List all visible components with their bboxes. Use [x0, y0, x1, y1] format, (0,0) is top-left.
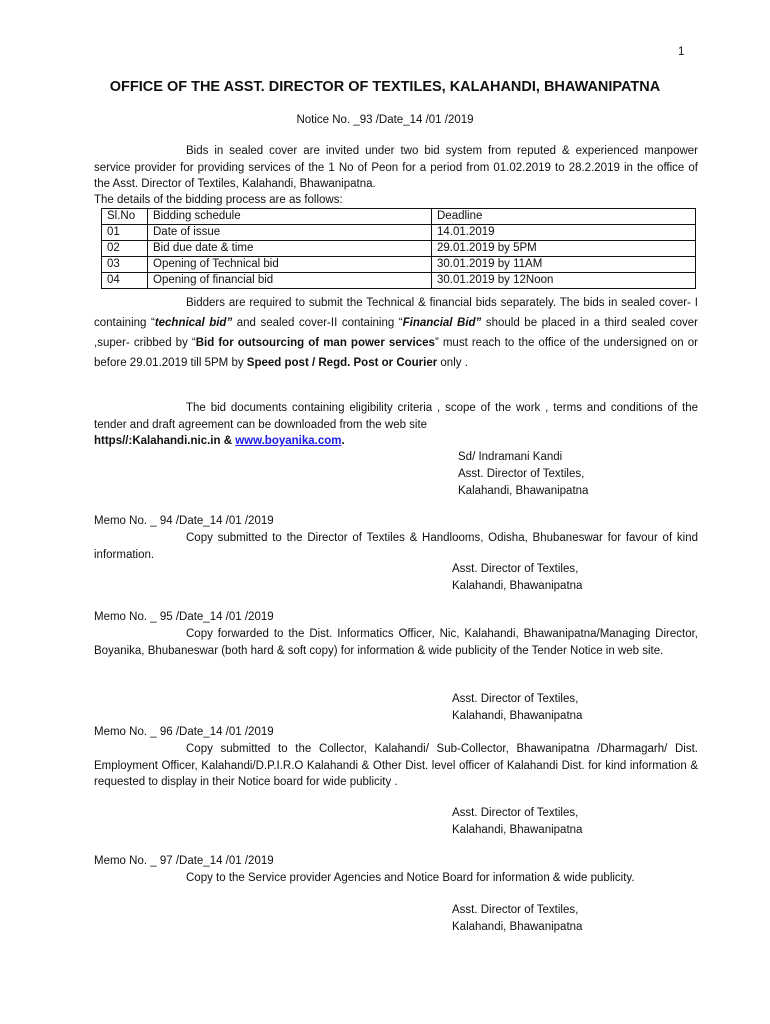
table-row: [102, 273, 696, 289]
website-boyanika-link[interactable]: www.boyanika.com: [235, 435, 342, 447]
signatory-place: Kalahandi, Bhawanipatna: [452, 580, 583, 592]
table-cell: 01: [102, 225, 148, 241]
bidders-text: Bidders are required to submit the Technical & financial bids separately. The bids in sealed cover- I containing “: [94, 297, 698, 329]
table-cell: Date of issue: [148, 225, 432, 241]
table-cell: 29.01.2019 by 5PM: [432, 241, 696, 257]
memo-body: Copy to the Service provider Agencies and Notice Board for information & wide publicity.: [186, 872, 635, 884]
memo-signature: [452, 561, 582, 595]
bidders-text: and sealed cover-II containing “: [232, 317, 403, 329]
table-cell: Bid due date & time: [148, 241, 432, 257]
intro-paragraph: Bids in sealed cover are invited under two bid system from reputed & experienced manpower service provider for providing services of the 1 No of Peon for a period from 01.02.2019 to 28.2.2019 in the office of the Asst. Director of Textiles, Kalahandi, Bhawanipatna.: [94, 145, 698, 190]
financial-bid-label: Financial Bid”: [402, 317, 482, 329]
memo-body: Copy forwarded to the Dist. Informatics Officer, Nic, Kalahandi, Bhawanipatna/Managing Director, Boyanika, Bhubaneswar (both hard & soft copy) for information & wide publicity of the Tender Notice in web site.: [94, 628, 698, 657]
memo-body: Copy submitted to the Director of Textiles & Handlooms, Odisha, Bhubaneswar for favour of kind information.: [94, 532, 698, 561]
table-cell: Opening of financial bid: [148, 273, 432, 289]
memo-body: Copy submitted to the Collector, Kalahandi/ Sub-Collector, Bhawanipatna /Dharmagarh/ Dist. Employment Officer, Kalahandi/D.P.I.R.O Kalahandi & Other Dist. level officer of Kalahandi Dist. for kind information & requested to display in their Notice board for wide publicity .: [94, 743, 698, 788]
table-cell: 03: [102, 257, 148, 273]
memo-header: Memo No. _ 94 /Date_14 /01 /2019: [94, 515, 274, 527]
table-cell: 30.01.2019 by 12Noon: [432, 273, 696, 289]
documents-end: .: [341, 435, 345, 447]
documents-text: The bid documents containing eligibility criteria , scope of the work , terms and conditions of the tender and draft agreement can be downloaded from the web site: [94, 402, 698, 431]
website-kalahandi: https//:Kalahandi.nic.in &: [94, 435, 236, 447]
details-intro: The details of the bidding process are as follows:: [94, 194, 343, 206]
documents-paragraph: [94, 400, 698, 450]
technical-bid-label: technical bid”: [154, 317, 233, 329]
table-cell: 30.01.2019 by 11AM: [432, 257, 696, 273]
table-cell: 04: [102, 273, 148, 289]
signature-block: [458, 449, 588, 500]
memo-signature: [452, 691, 582, 725]
table-row: [102, 225, 696, 241]
memo-header: Memo No. _ 95 /Date_14 /01 /2019: [94, 611, 274, 623]
table-cell: 02: [102, 241, 148, 257]
bidding-schedule-table: [101, 208, 696, 289]
table-row: [102, 257, 696, 273]
table-header-cell: Deadline: [432, 209, 696, 225]
signatory-place: Kalahandi, Bhawanipatna: [452, 710, 583, 722]
signatory-designation: Asst. Director of Textiles,: [452, 807, 579, 819]
memo-signature: [452, 902, 582, 936]
bidders-text: should be placed in a third sealed cover ,super- cribbed by “: [94, 317, 698, 349]
table-header-cell: Bidding schedule: [148, 209, 432, 225]
signatory-designation: Asst. Director of Textiles,: [452, 904, 579, 916]
table-header-cell: Sl.No: [102, 209, 148, 225]
bidders-text: ” must reach to the office of the undersigned on or before 29.01.2019 till 5PM by: [94, 337, 699, 369]
signatory-designation: Asst. Director of Textiles,: [452, 693, 579, 705]
bidders-paragraph: [94, 293, 698, 373]
signatory-designation: Asst. Director of Textiles,: [458, 468, 585, 480]
table-cell: 14.01.2019: [432, 225, 696, 241]
memo-signature: [452, 805, 582, 839]
signatory-place: Kalahandi, Bhawanipatna: [458, 485, 589, 497]
page-number: 1: [678, 46, 685, 58]
memo-header: Memo No. _ 97 /Date_14 /01 /2019: [94, 855, 274, 867]
table-header-row: [102, 209, 696, 225]
memo-header: Memo No. _ 96 /Date_14 /01 /2019: [94, 726, 274, 738]
notice-number: Notice No. _93 /Date_14 /01 /2019: [296, 114, 474, 126]
signatory-name: Sd/ Indramani Kandi: [458, 451, 563, 463]
table-cell: Opening of Technical bid: [148, 257, 432, 273]
outsourcing-label: Bid for outsourcing of man power services: [195, 337, 435, 349]
signatory-place: Kalahandi, Bhawanipatna: [452, 824, 583, 836]
table-row: [102, 241, 696, 257]
signatory-place: Kalahandi, Bhawanipatna: [452, 921, 583, 933]
office-title: OFFICE OF THE ASST. DIRECTOR OF TEXTILES, KALAHANDI, BHAWANIPATNA: [109, 79, 661, 95]
delivery-modes: Speed post / Regd. Post or Courier: [246, 357, 438, 369]
bidders-text: only .: [437, 357, 468, 369]
signatory-designation: Asst. Director of Textiles,: [452, 563, 579, 575]
